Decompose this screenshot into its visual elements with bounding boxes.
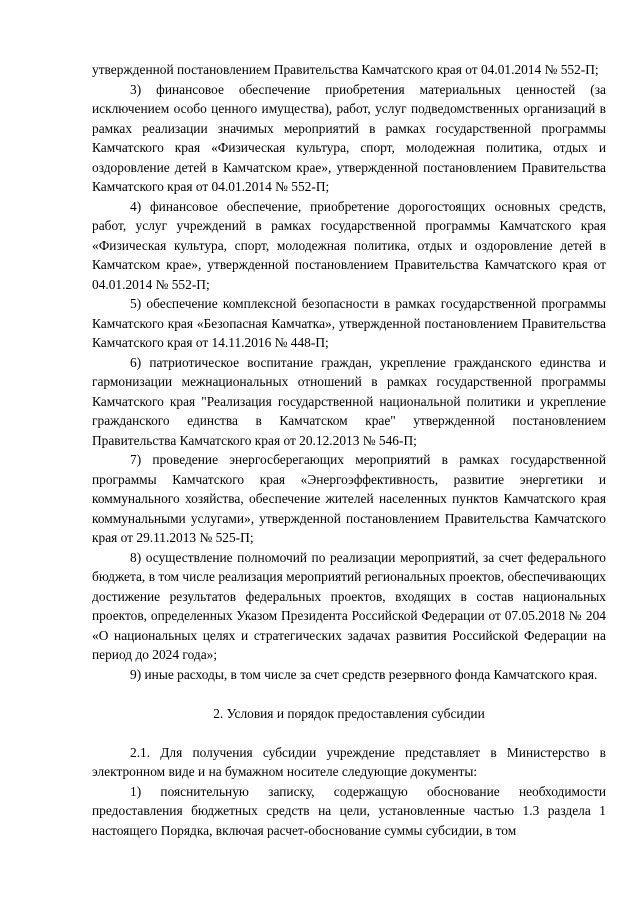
document-body — [92, 60, 606, 840]
clause-2-1-item-1: 1) пояснительную записку, содержащую обоснование необходимости предоставления бюджетных средств на цели, установленные частью 1.3 раздела 1 настоящего Порядка, включая расчет-обоснование суммы субсидии, в том — [92, 783, 606, 838]
list-item-3: 3) финансовое обеспечение приобретения материальных ценностей (за исключением особо ценного имущества), работ, услуг подведомственных организаций в рамках реализации значимых мероприятий в рамках государственной программы Камчатского края «Физическая культура, спорт, молодежная политика, отдых и оздоровление детей в Камчатском крае», утвержденной постановлением Правительства Камчатского края от 04.01.2014 № 552-П; — [92, 81, 606, 194]
section-heading: 2. Условия и порядок предоставления субсидии — [213, 705, 485, 721]
list-item-9: 9) иные расходы, в том числе за счет средств резервного фонда Камчатского края. — [130, 666, 598, 682]
clause-2-1: 2.1. Для получения субсидии учреждение представляет в Министерство в электронном виде и на бумажном носителе следующие документы: — [92, 744, 606, 779]
list-item-6: 6) патриотическое воспитание граждан, укрепление гражданского единства и гармонизации межнациональных отношений в рамках государственной программы Камчатского края "Реализация государственной национальной политики и укрепление гражданского единства в Камчатском крае" утвержденной постановлением Правительства Камчатского края от 20.12.2013 № 546-П; — [92, 354, 606, 448]
list-item-8: 8) осуществление полномочий по реализации мероприятий, за счет федерального бюджета, в том числе реализация мероприятий региональных проектов, обеспечивающих достижение результатов федеральных проектов, входящих в состав национальных проектов, определенных Указом Президента Российской Федерации от 07.05.2018 № 204 «О национальных целях и стратегических задачах развития Российской Федерации на период до 2024 года»; — [92, 549, 606, 662]
paragraph-continuation: утвержденной постановлением Правительства Камчатского края от 04.01.2014 № 552-П; — [92, 62, 599, 77]
list-item-5: 5) обеспечение комплексной безопасности в рамках государственной программы Камчатского края «Безопасная Камчатка», утвержденной постановлением Правительства Камчатского края от 14.11.2016 № 448-П; — [92, 296, 606, 350]
list-item-4: 4) финансовое обеспечение, приобретение дорогостоящих основных средств, работ, услуг учреждений в рамках государственной программы Камчатского края «Физическая культура, спорт, молодежная политика, отдых и оздоровление детей в Камчатском крае», утвержденной постановлением Правительства Камчатского края от 04.01.2014 № 552-П; — [92, 198, 606, 292]
list-item-7: 7) проведение энергосберегающих мероприятий в рамках государственной программы Камчатского края «Энергоэффективность, развитие энергетики и коммунального хозяйства, обеспечение жителей населенных пунктов Камчатского края коммунальными услугами», утвержденной постановлением Правительства Камчатского края от 29.11.2013 № 525-П; — [92, 452, 606, 545]
